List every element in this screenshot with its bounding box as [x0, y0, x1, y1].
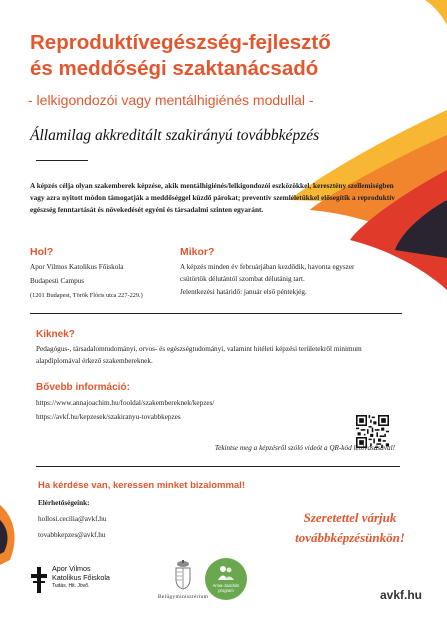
when-deadline: Jelentkezési határidő: január első péntekjég. — [180, 288, 307, 296]
contact-email-1[interactable]: hollosi.cecilia@avkf.hu — [38, 515, 107, 523]
when-section — [180, 246, 380, 298]
contact-email-2[interactable]: tovabbkepzes@avkf.hu — [38, 531, 106, 539]
ministry-label: Belügyminisztérium — [157, 594, 209, 600]
where-heading: Hol? — [30, 246, 54, 258]
closing-message — [275, 508, 425, 548]
info-link-2[interactable]: https://avkf.hu/kepzesek/szakiranyu-tovabbkepzes — [36, 413, 181, 421]
coat-of-arms-icon — [173, 560, 193, 590]
contact-heading: Ha kérdése van, keressen minket bizalommal! — [38, 480, 245, 491]
cross-emblem-icon — [30, 565, 48, 595]
accreditation-text: Államilag akkreditált szakirányú továbbképzés — [30, 127, 320, 144]
short-divider — [36, 160, 88, 161]
title-line-1: Reproduktívegészség-fejlesztő — [30, 31, 331, 54]
subtitle: - lelkigondozói vagy mentálhigiénés modullal - — [28, 92, 314, 108]
where-address: (1201 Budapest, Török Flóris utca 227-229.) — [30, 292, 143, 299]
where-line-1: Apor Vilmos Katolikus Főiskola — [30, 263, 124, 271]
info-section — [36, 382, 366, 423]
avkf-logo-line-2: Katolikus Főiskola — [52, 572, 110, 582]
intro-paragraph: A képzés célja olyan szakemberek képzése, akik mentálhigiénés/lelkigondozói eszközökkel, keresztény szellemiségben vagy azra nyitott módon támogatják a meddőséggel küzdő párokat; preventív szemléletükkel elősegítik a reproduktív egészség fenntartását és növekedését egyéni és társadalmi szinten egyaránt. — [30, 181, 395, 214]
who-heading: Kiknek? — [36, 329, 75, 340]
info-heading: Bővebb információ: — [36, 382, 130, 393]
website-url[interactable]: avkf.hu — [379, 588, 422, 602]
divider — [36, 466, 400, 467]
divider — [30, 313, 402, 314]
who-text: Pedagógus-, társadalomtudományi, orvos- és egészségtudományi, valamint hitéleti képzési területekről minimum alapdiplomával érkező szakembereknek. — [36, 345, 362, 365]
where-line-2: Budapesti Campus — [30, 277, 85, 285]
family-icon — [216, 565, 236, 581]
avkf-logo-tagline: Tudás. Hit. Jövő. — [52, 583, 90, 589]
program-logo-line-2: program — [218, 588, 234, 593]
closing-line-1: Szeretettel várjuk — [303, 510, 397, 525]
avkf-logo — [30, 563, 140, 608]
contact-section — [38, 480, 298, 541]
qr-note: Tekintse meg a képzésről szóló videót a QR-kód leolvasásával! — [214, 444, 395, 452]
program-logo — [205, 558, 247, 600]
closing-line-2: továbbképzésünkön! — [295, 530, 405, 545]
program-logo-line-1: Anna-Joachim — [212, 583, 240, 588]
avkf-logo-line-1: Apor Vilmos — [52, 564, 91, 573]
where-section — [30, 246, 180, 302]
contact-label: Elérhetőségeink: — [38, 499, 90, 507]
page-title — [30, 30, 430, 82]
title-line-2: és meddőségi szaktanácsadó — [30, 57, 319, 80]
when-heading: Mikor? — [180, 246, 215, 258]
who-section — [36, 329, 386, 367]
when-text: A képzés minden év februárjában kezdődik, havonta egyszer csütörtök délutántól szombat délutánig tart. — [180, 263, 355, 283]
info-link-1[interactable]: https://www.annajoachim.hu/fooldal/szakembereknek/kepzes/ — [36, 399, 215, 407]
